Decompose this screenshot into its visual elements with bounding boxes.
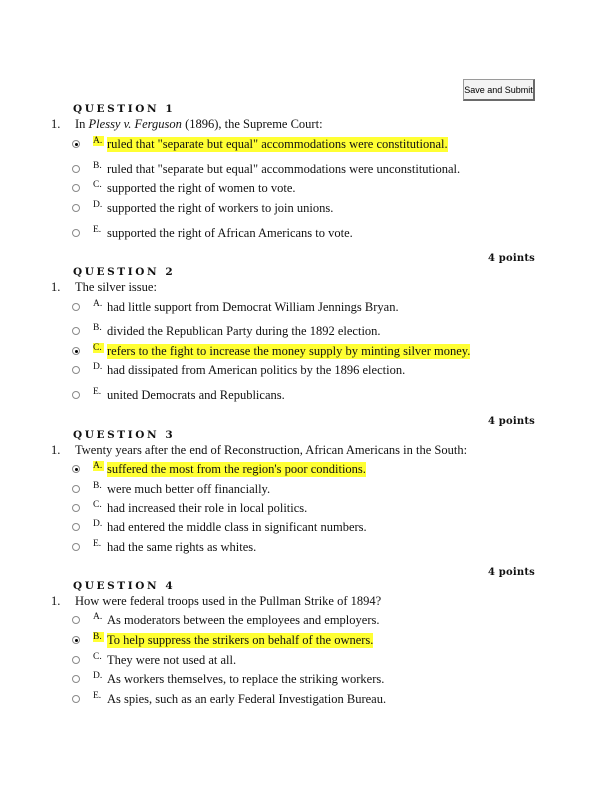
radio-button[interactable] (72, 616, 80, 624)
radio-button[interactable] (72, 303, 80, 311)
answer-text: supported the right of African Americans to vote. (107, 226, 353, 240)
prompt-text: (1896), the Supreme Court: (181, 117, 323, 131)
answer-text: united Democrats and Republicans. (107, 388, 285, 402)
radio-button[interactable] (72, 327, 80, 335)
answer-text: As spies, such as an early Federal Investigation Bureau. (107, 692, 387, 706)
answer-letter: C. (93, 500, 102, 510)
answer-text: supported the right of workers to join unions. (107, 201, 334, 215)
answer-text: As workers themselves, to replace the striking workers. (107, 672, 385, 686)
answer-text: suffered the most from the region's poor conditions. (107, 462, 366, 476)
question-1-heading: QUESTION 1 (73, 103, 176, 115)
radio-button[interactable] (72, 695, 80, 703)
answer-letter: D. (93, 671, 103, 681)
question-3-points: 4 points (487, 567, 535, 578)
answer-text: ruled that "separate but equal" accommodations were unconstitutional. (107, 162, 461, 176)
answer-text: divided the Republican Party during the 1892 election. (107, 324, 381, 338)
question-1-prompt (51, 117, 323, 132)
answer-letter: C. (93, 652, 102, 662)
question-2-prompt (51, 280, 157, 295)
answer-text: ruled that "separate but equal" accommodations were constitutional. (107, 137, 448, 151)
radio-button-selected[interactable] (72, 636, 80, 644)
save-and-submit-button[interactable]: Save and Submit (463, 79, 535, 101)
radio-button[interactable] (72, 675, 80, 683)
prompt-text: Twenty years after the end of Reconstruction, African Americans in the South: (75, 443, 468, 457)
answer-text: had the same rights as whites. (107, 540, 257, 554)
answer-letter: E. (93, 387, 102, 397)
answer-letter: D. (93, 362, 103, 372)
answer-letter: B. (93, 632, 102, 642)
radio-button[interactable] (72, 184, 80, 192)
question-3-prompt (51, 443, 467, 458)
answer-text: had increased their role in local politics. (107, 501, 308, 515)
radio-button[interactable] (72, 656, 80, 664)
answer-letter: D. (93, 519, 103, 529)
answer-text: To help suppress the strikers on behalf of the owners. (107, 633, 374, 647)
question-number: 1. (51, 443, 61, 457)
radio-button[interactable] (72, 366, 80, 374)
answer-letter: B. (93, 323, 102, 333)
radio-button-selected[interactable] (72, 140, 80, 148)
answer-letter: C. (93, 343, 102, 353)
radio-button[interactable] (72, 523, 80, 531)
radio-button[interactable] (72, 543, 80, 551)
answer-letter: D. (93, 200, 103, 210)
answer-letter: E. (93, 225, 102, 235)
radio-button[interactable] (72, 504, 80, 512)
question-2-points: 4 points (487, 416, 535, 427)
answer-text: had dissipated from American politics by the 1896 election. (107, 363, 406, 377)
answer-text: refers to the fight to increase the money supply by minting silver money. (107, 344, 471, 358)
answer-letter: A. (93, 299, 103, 309)
case-name: Plessy v. Ferguson (88, 117, 182, 131)
answer-letter: A. (93, 612, 103, 622)
prompt-text: The silver issue: (75, 280, 157, 294)
radio-button-selected[interactable] (72, 347, 80, 355)
radio-button[interactable] (72, 485, 80, 493)
answer-text: had entered the middle class in significant numbers. (107, 520, 367, 534)
radio-button[interactable] (72, 165, 80, 173)
radio-button[interactable] (72, 229, 80, 237)
question-number: 1. (51, 280, 61, 294)
answer-text: supported the right of women to vote. (107, 181, 296, 195)
question-1-points: 4 points (487, 253, 535, 264)
answer-letter: B. (93, 481, 102, 491)
question-4-heading: QUESTION 4 (73, 580, 176, 592)
answer-letter: C. (93, 180, 102, 190)
answer-text: As moderators between the employees and employers. (107, 613, 380, 627)
question-number: 1. (51, 117, 61, 131)
question-3-heading: QUESTION 3 (73, 429, 176, 441)
question-number: 1. (51, 594, 61, 608)
prompt-text: In (75, 117, 89, 131)
question-2-heading: QUESTION 2 (73, 266, 176, 278)
answer-letter: E. (93, 539, 102, 549)
answer-letter: A. (93, 461, 103, 471)
radio-button[interactable] (72, 391, 80, 399)
answer-letter: E. (93, 691, 102, 701)
answer-letter: A. (93, 136, 103, 146)
question-4-prompt (51, 594, 381, 609)
answer-text: They were not used at all. (107, 653, 237, 667)
radio-button[interactable] (72, 204, 80, 212)
answer-letter: B. (93, 161, 102, 171)
answer-text: had little support from Democrat William Jennings Bryan. (107, 300, 399, 314)
radio-button-selected[interactable] (72, 465, 80, 473)
prompt-text: How were federal troops used in the Pullman Strike of 1894? (75, 594, 382, 608)
answer-text: were much better off financially. (107, 482, 271, 496)
